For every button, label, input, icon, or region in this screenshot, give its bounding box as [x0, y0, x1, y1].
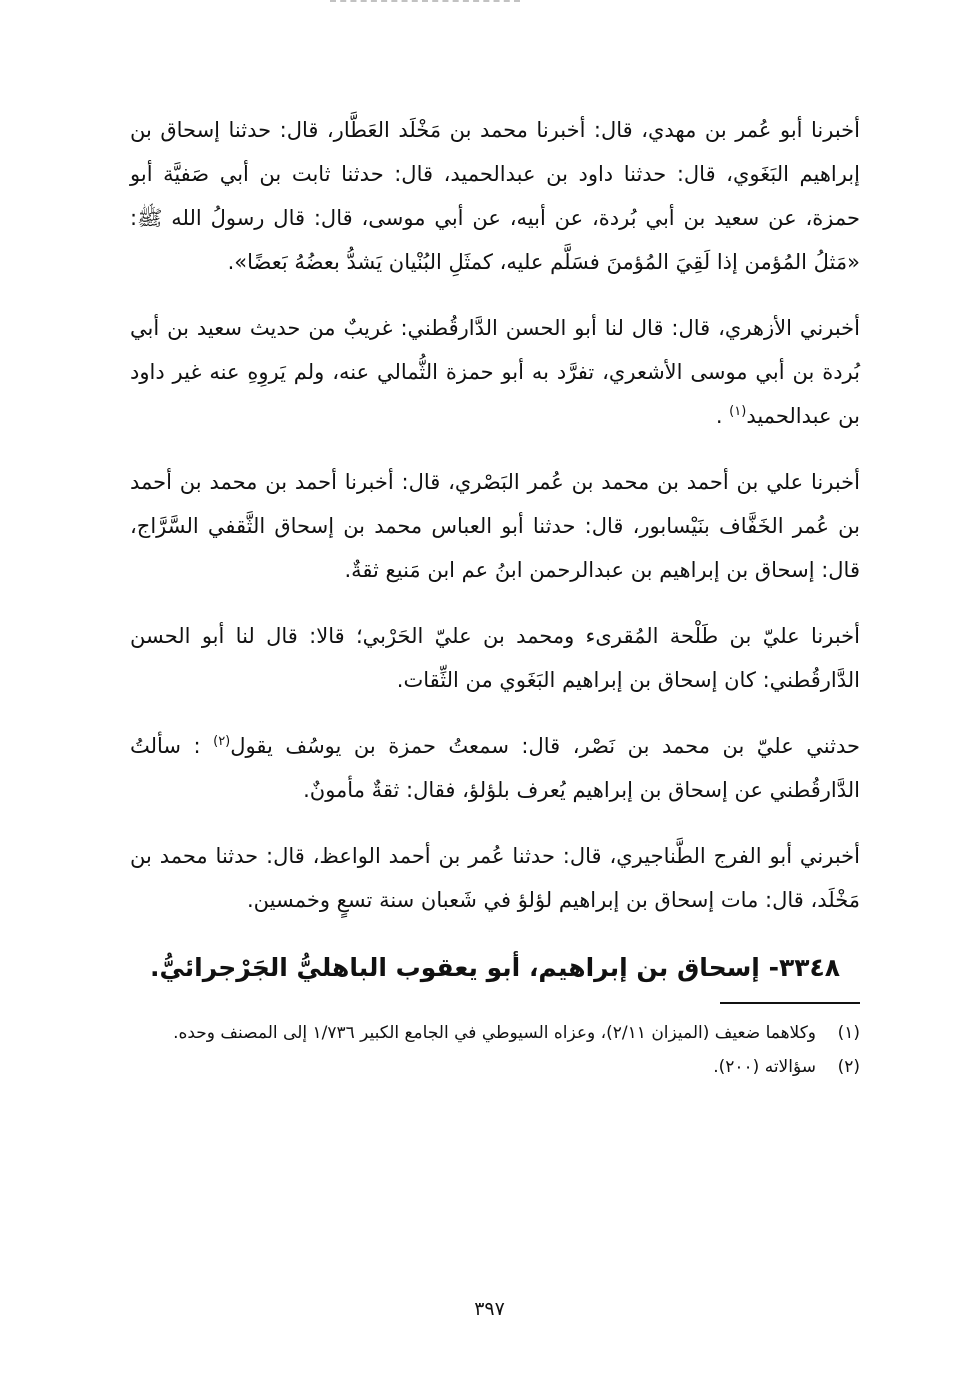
- paragraph-1: [130, 108, 860, 284]
- paragraph-6-text: أخبرني أبو الفرج الطَّناجيري، قال: حدثنا عُمر بن أحمد الواعظ، قال: حدثنا محمد بن مَخْلَد، قال: مات إسحاق بن إبراهيم لؤلؤ في شَعبان سنة تسعٍ وخمسين.: [130, 844, 860, 912]
- page-body: [130, 108, 860, 1086]
- footnote-ref-2[interactable]: (٢): [213, 734, 231, 749]
- footnote-ref-1[interactable]: (١): [729, 404, 747, 419]
- paragraph-4-text: أخبرنا عليّ بن طَلْحة المُقرىء ومحمد بن عليّ الحَرْبي؛ قالا: قال لنا أبو الحسن الدَّارقُطني: كان إسحاق بن إبراهيم البَغَوي من الثِّقات.: [130, 624, 860, 692]
- footnote-1-number: (١): [837, 1023, 860, 1043]
- entry-heading: ٣٣٤٨- إسحاق بن إبراهيم، أبو يعقوب الباهليُّ الجَرْجرائيُّ.: [149, 953, 840, 982]
- footnote-1-text: وكلاهما ضعيف (الميزان ٢/١١)، وعزاه السيوطي في الجامع الكبير ١/٧٣٦ إلى المصنف وحده.: [173, 1023, 816, 1043]
- footnote-divider: [720, 1002, 860, 1004]
- paragraph-5: [130, 724, 860, 812]
- footnote-2-text: سؤالاته (٢٠٠).: [713, 1057, 816, 1077]
- footnote-2-number: (٢): [837, 1057, 860, 1077]
- paragraph-2-tail: .: [715, 404, 730, 428]
- paragraph-4: [130, 614, 860, 702]
- paragraph-1-text: أخبرنا أبو عُمر بن مهدي، قال: أخبرنا محمد بن مَخْلَد العَطَّار، قال: حدثنا إسحاق بن إبراهيم البَغَوي، قال: حدثنا داود بن عبدالحميد، قال: حدثنا ثابت بن أبي صَفيَّة أبو حمزة، عن سعيد بن أبي بُردة، عن أبيه، عن أبي موسى، قال: قال رسولُ الله ﷺ: «مَثلُ المُؤمن إذا لَقِيَ المُؤمنَ فسَلَّم عليه، كمثَلِ البُنْيان يَشدُّ بعضُهُ بَعضًا».: [130, 118, 860, 274]
- top-decorative-rule: [330, 0, 520, 8]
- paragraph-3: [130, 460, 860, 592]
- footnote-1: [130, 1018, 860, 1048]
- paragraph-2: [130, 306, 860, 438]
- paragraph-5-text: حدثني عليّ بن محمد بن نَصْر، قال: سمعتُ حمزة بن يوسُف يقول: [230, 734, 860, 758]
- paragraph-2-text: أخبرني الأزهري، قال: قال لنا أبو الحسن الدَّارقُطني: غريبٌ من حديث سعيد بن أبي بُردة بن أبي موسى الأشعري، تفرَّد به أبو حمزة الثُّمالي عنه، ولم يَروِهِ عنه غير داود بن عبدالحميد: [130, 316, 860, 428]
- paragraph-6: [130, 834, 860, 922]
- paragraph-3-text: أخبرنا علي بن أحمد بن محمد بن عُمر البَصْري، قال: أخبرنا أحمد بن محمد بن أحمد بن عُمر الخَفَّاف بنَيْسابور، قال: حدثنا أبو العباس محمد بن إسحاق الثَّقفي السَّرَّاج، قال: إسحاق بن إبراهيم بن عبدالرحمن ابنُ عم ابن مَنيع ثقةٌ.: [130, 470, 860, 582]
- page-number: ٣٩٧: [474, 1298, 505, 1320]
- footnote-2: [130, 1052, 860, 1082]
- paragraph-5-tail: : سألتُ الدَّارقُطني عن إسحاق بن إبراهيم يُعرف بلؤلؤ، فقال: ثقةٌ مأمونٌ.: [130, 734, 860, 802]
